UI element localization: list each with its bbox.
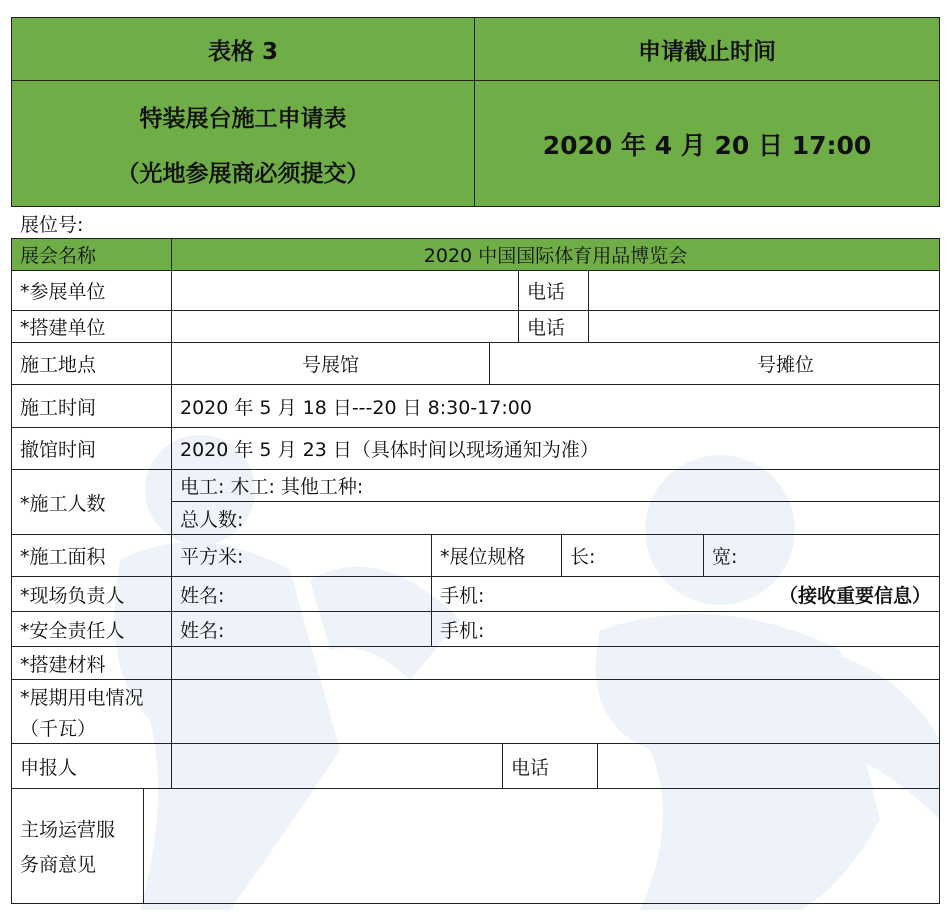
exhibitor-phone-label-cell [518,270,589,311]
work-time-value: 2020 年 5 月 18 日---20 日 8:30-17:00 [180,396,532,419]
deadline-value: 2020 年 4 月 20 日 17:00 [542,130,872,160]
workers-types-label: 电工: 木工: 其他工种: [180,476,364,498]
dismantle-value-cell [171,427,940,470]
spec-label: *展位规格 [440,546,526,568]
mobile-label: 手机: [440,584,485,607]
expo-name-label: 展会名称 [20,245,97,267]
expo-name-label-cell [11,238,172,271]
mobile-label: 手机: [440,619,485,642]
form-number: 表格 3 [207,38,278,65]
phone-label: 电话 [527,281,566,303]
deadline-label: 申请截止时间 [638,38,776,65]
exhibitor-field[interactable] [171,270,519,311]
width-field[interactable] [703,534,940,577]
area-field[interactable] [171,534,432,577]
site-label: 施工地点 [20,354,97,376]
exhibitor-label-cell [11,270,172,311]
power-unit-label: （千瓦） [20,717,97,740]
safety-name-field[interactable] [171,611,432,647]
workers-types-field[interactable] [171,469,940,502]
booth-number-label: 展位号: [20,214,84,236]
phone-label: 电话 [527,317,566,339]
form-subtitle: （光地参展商必须提交） [116,160,370,187]
applicant-phone-field[interactable] [597,743,940,789]
length-label: 长: [570,546,596,568]
opinion-label: 主场运营服 [20,819,116,841]
opinion-label-line2: 务商意见 [20,854,97,876]
work-time-value-cell [171,384,940,428]
workers-label-cell [11,469,172,535]
hall-label: 号展馆 [301,354,359,376]
builder-field[interactable] [171,310,519,343]
materials-field[interactable] [171,646,940,680]
booth-label: 号摊位 [756,354,814,376]
expo-name-value: 2020 中国国际体育用品博览会 [423,245,688,267]
site-manager-label: *现场负责人 [20,584,125,607]
safety-label: *安全责任人 [20,619,125,642]
site-label-cell [11,342,172,385]
applicant-field[interactable] [171,743,503,789]
work-time-label-cell [11,384,172,428]
site-manager-label-cell [11,576,172,612]
power-field[interactable] [171,679,940,744]
form-title-cell [11,80,475,207]
materials-label: *搭建材料 [20,653,106,676]
exhibitor-label: *参展单位 [20,281,106,303]
workers-total-label: 总人数: [180,508,244,531]
important-info-note: （接收重要信息） [778,584,931,607]
applicant-phone-label-cell [502,743,598,789]
deadline-label-cell [474,17,940,81]
name-label: 姓名: [180,584,225,607]
builder-label-cell [11,310,172,343]
workers-total-field[interactable] [171,501,940,535]
workers-label: *施工人数 [20,492,106,515]
builder-phone-field[interactable] [588,310,940,343]
form-title: 特装展台施工申请表 [139,105,347,132]
opinion-label-cell [11,788,144,904]
dismantle-label-cell [11,427,172,470]
name-label: 姓名: [180,619,225,642]
hall-field[interactable] [171,342,490,385]
length-field[interactable] [561,534,704,577]
builder-label: *搭建单位 [20,317,106,339]
dismantle-label: 撤馆时间 [20,439,97,461]
dismantle-value: 2020 年 5 月 23 日（具体时间以现场通知为准） [180,439,599,461]
applicant-label: 申报人 [20,756,78,779]
booth-field[interactable] [489,342,940,385]
builder-phone-label-cell [518,310,589,343]
phone-label: 电话 [511,756,550,779]
site-manager-name-field[interactable] [171,576,432,612]
area-unit-label: 平方米: [180,546,244,568]
expo-name-value-cell [171,238,940,271]
area-label: *施工面积 [20,546,106,568]
safety-mobile-field[interactable] [431,611,940,647]
spec-label-cell [431,534,562,577]
safety-label-cell [11,611,172,647]
deadline-value-cell [474,80,940,207]
applicant-label-cell [11,743,172,789]
power-label: *展期用电情况 [20,686,144,709]
form-number-cell [11,17,475,81]
work-time-label: 施工时间 [20,396,97,419]
opinion-field[interactable] [143,788,940,904]
exhibitor-phone-field[interactable] [588,270,940,311]
site-manager-mobile-field[interactable] [431,576,940,612]
materials-label-cell [11,646,172,680]
power-label-cell [11,679,172,744]
width-label: 宽: [712,546,738,568]
area-label-cell [11,534,172,577]
